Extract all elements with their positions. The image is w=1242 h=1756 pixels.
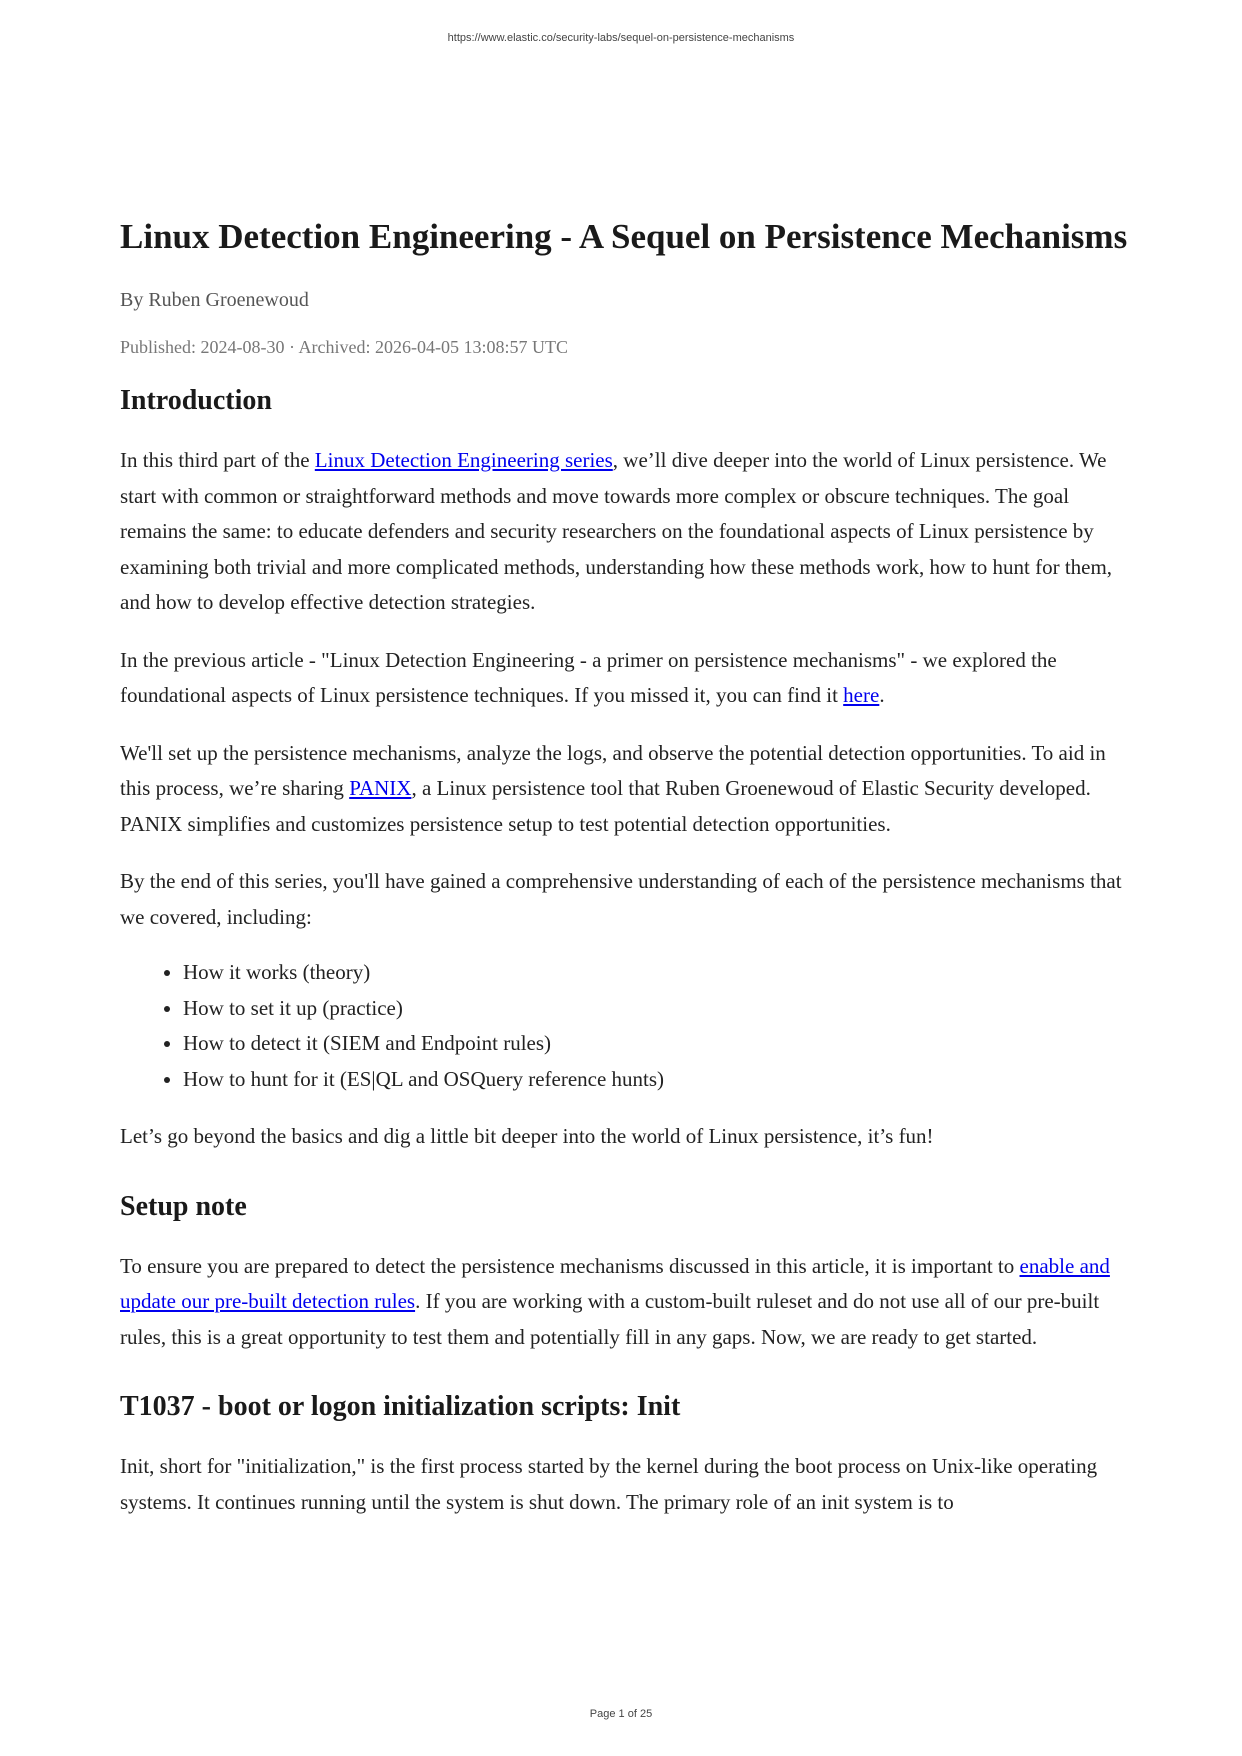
list-item: • How to set it up (practice) [183, 991, 1140, 1027]
text: We'll set up the persistence mechanisms, analyze the logs, and observe the potential detection opportunities. To aid in this process, we’re sharing [120, 740, 1106, 800]
text: In this third part of the [120, 448, 315, 472]
paragraph: Let’s go beyond the basics and dig a little bit deeper into the world of Linux persistence, it’s fun! [120, 1124, 934, 1148]
author-byline: By Ruben Groenewoud [120, 289, 309, 311]
heading-t1037: T1037 - boot or logon initialization scripts: Init [120, 1391, 681, 1422]
text: In the previous article - "Linux Detection Engineering - a primer on persistence mechanisms" - we explored the foundational aspects of Linux persistence techniques. If you missed it, you can find it [120, 647, 1057, 707]
here-link[interactable]: here [843, 683, 880, 707]
publish-meta: Published: 2024-08-30 · Archived: 2026-04-05 13:08:57 UTC [120, 337, 568, 357]
paragraph [120, 443, 1140, 621]
detection-rules-link[interactable]: enable and update our pre-built detection rules [120, 1253, 1110, 1313]
paragraph [120, 1249, 1140, 1356]
text: . [879, 683, 885, 707]
text: To ensure you are prepared to detect the persistence mechanisms discussed in this article, it is important to [120, 1253, 1020, 1278]
text: , a Linux persistence tool that Ruben Groenewoud of Elastic Security developed. PANIX simplifies and customizes persistence setup to test potential detection opportunities. [120, 776, 1091, 836]
paragraph: Init, short for "initialization," is the first process started by the kernel during the boot process on Unix-like operating systems. It continues running until the system is shut down. The primary role of an init system is to [120, 1454, 1098, 1514]
panix-link[interactable]: PANIX [349, 776, 412, 800]
text: , we’ll dive deeper into the world of Linux persistence. We start with common or straightforward methods and move towards more complex or obscure techniques. The goal remains the same: to educate defenders and security researchers on the foundational aspects of Linux persistence by examining both trivial and more complicated methods, understanding how these methods work, how to hunt for them, and how to develop effective detection strategies. [120, 448, 1113, 614]
paragraph [120, 643, 1140, 714]
series-link[interactable]: Linux Detection Engineering series [314, 448, 613, 472]
text: . If you are working with a custom-built ruleset and do not use all of our pre-built rules, this is a great opportunity to test them and potentially fill in any gaps. Now, we are ready to get started. [120, 1289, 1100, 1349]
heading-setup-note: Setup note [120, 1190, 247, 1222]
article-title: Linux Detection Engineering - A Sequel on Persistence Mechanisms [120, 217, 1128, 256]
paragraph [120, 736, 1140, 843]
page-url-header: https://www.elastic.co/security-labs/sequel-on-persistence-mechanisms [447, 32, 795, 44]
heading-introduction: Introduction [120, 385, 272, 416]
paragraph: By the end of this series, you'll have gained a comprehensive understanding of each of the persistence mechanisms that we covered, including: [120, 869, 1122, 929]
list-item: • How it works (theory) [183, 955, 1140, 991]
list-item: • How to detect it (SIEM and Endpoint rules) [183, 1026, 1140, 1062]
article [120, 208, 1140, 1520]
page-number: Page 1 of 25 [589, 1708, 653, 1720]
coverage-list [120, 955, 1140, 1097]
list-item: • How to hunt for it (ES|QL and OSQuery reference hunts) [183, 1062, 1140, 1098]
